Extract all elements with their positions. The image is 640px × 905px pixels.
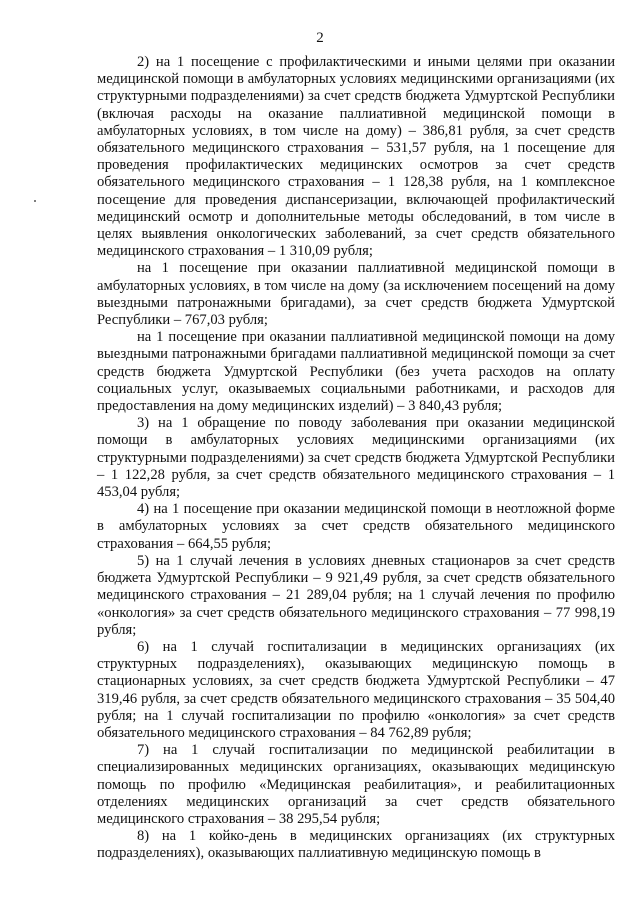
- paragraph-palliative-home-visit: на 1 посещение при оказании паллиативной медицинской помощи в амбулаторных условиях, в том числе на дому (за исключением посещений на дому выездными патронажными бригадами), за счет средств бюджета Удмуртской Республики – 767,03 рубля;: [97, 260, 615, 329]
- paragraph-palliative-patronage-visit: на 1 посещение при оказании паллиативной медицинской помощи на дому выездными патронажными бригадами паллиативной медицинской помощи за счет средств бюджета Удмуртской Республики (без учета расходов на оплату социальных услуг, оказываемых социальными работниками, и расходов для предоставления на дому медицинских изделий) – 3 840,43 рубля;: [97, 329, 615, 415]
- paragraph-item-4: 4) на 1 посещение при оказании медицинской помощи в неотложной форме в амбулаторных условиях за счет средств обязательного медицинского страхования – 664,55 рубля;: [97, 501, 615, 552]
- paragraph-item-2: 2) на 1 посещение с профилактическими и иными целями при оказании медицинской помощи в амбулаторных условиях медицинскими организациями (их структурными подразделениями) за счет средств бюджета Удмуртской Республики (включая расходы на оказание паллиативной медицинской помощи в амбулаторных условиях, в том числе на дому) – 386,81 рубля, за счет средств обязательного медицинского страхования – 531,57 рубля, на 1 посещение для проведения профилактических медицинских осмотров за счет средств обязательного медицинского страхования – 1 128,38 рубля, на 1 комплексное посещение для проведения диспансеризации, включающей профилактический медицинский осмотр и дополнительные методы обследований, в том числе в целях выявления онкологических заболеваний, за счет средств обязательного медицинского страхования – 1 310,09 рубля;: [97, 54, 615, 260]
- paragraph-item-8: 8) на 1 койко-день в медицинских организациях (их структурных подразделениях), оказывающих паллиативную медицинскую помощь в: [97, 828, 615, 862]
- document-body: [97, 54, 615, 863]
- scan-speck: [34, 200, 36, 202]
- paragraph-item-3: 3) на 1 обращение по поводу заболевания при оказании медицинской помощи в амбулаторных условиях медицинскими организациями (их структурными подразделениями) за счет средств бюджета Удмуртской Республики – 1 122,28 рубля, за счет средств обязательного медицинского страхования – 1 453,04 рубля;: [97, 415, 615, 501]
- paragraph-item-7: 7) на 1 случай госпитализации по медицинской реабилитации в специализированных медицинских организациях, оказывающих медицинскую помощь по профилю «Медицинская реабилитация», и реабилитационных отделениях медицинских организаций за счет средств обязательного медицинского страхования – 38 295,54 рубля;: [97, 742, 615, 827]
- paragraph-item-5: 5) на 1 случай лечения в условиях дневных стационаров за счет средств бюджета Удмуртской Республики – 9 921,49 рубля, за счет средств обязательного медицинского страхования – 21 289,04 рубля; на 1 случай лечения по профилю «онкология» за счет средств обязательного медицинского страхования – 77 998,19 рубля;: [97, 552, 615, 638]
- paragraph-item-6: 6) на 1 случай госпитализации в медицинских организациях (их структурных подразделениях), оказывающих медицинскую помощь в стационарных условиях, за счет средств бюджета Удмуртской Республики – 47 319,46 рубля, за счет средств обязательного медицинского страхования – 35 504,40 рубля; на 1 случай госпитализации по профилю «онкология» за счет средств обязательного медицинского страхования – 84 762,89 рубля;: [97, 638, 615, 741]
- page-number: 2: [316, 30, 324, 46]
